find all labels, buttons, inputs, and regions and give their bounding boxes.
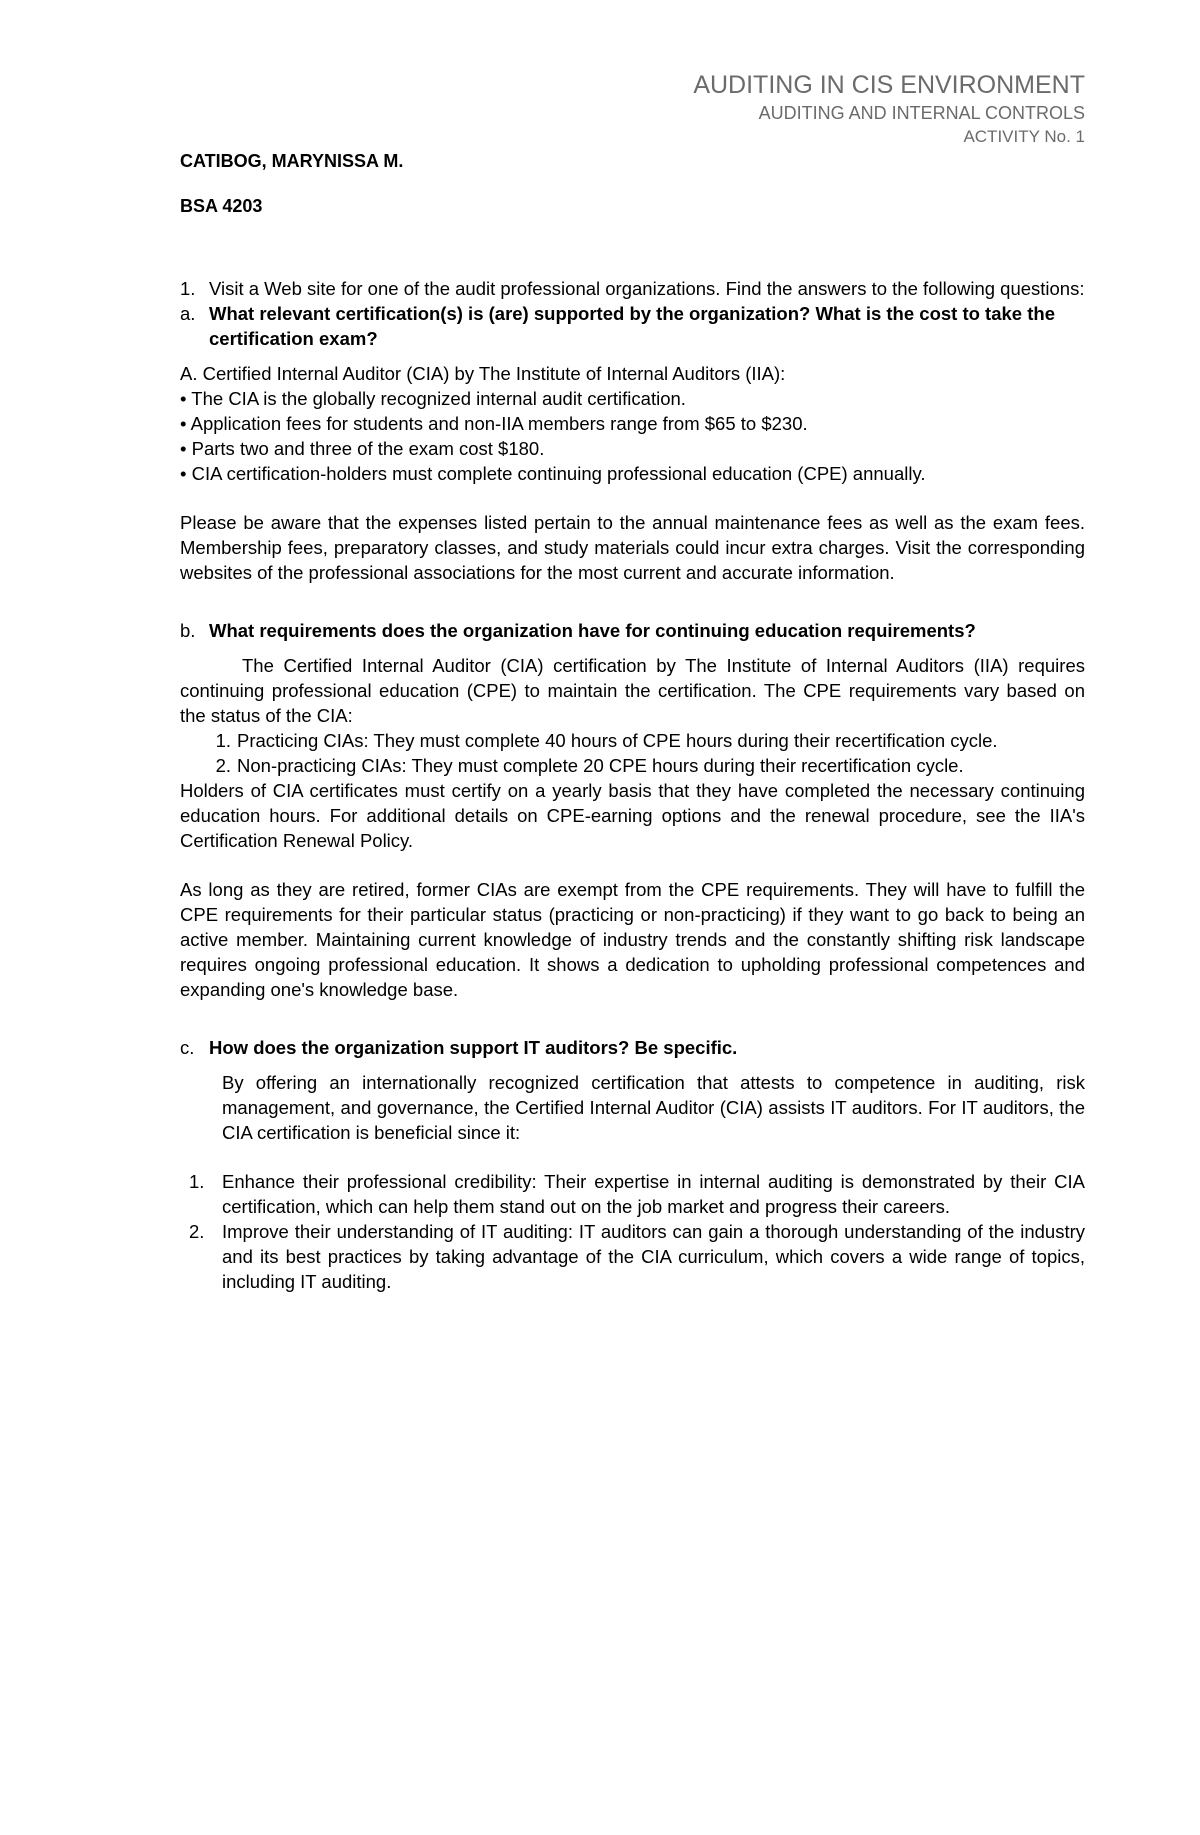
answer-b-retired: As long as they are retired, former CIAs are exempt from the CPE requirements. They will have to fulfill the CPE requirements for their particular status (practicing or non-practicing) if they want to go back to being an active member. Maintaining current knowledge of industry trends and the constantly shifting risk landscape requires ongoing professional education. It shows a dedication to upholding professional competences and expanding one's knowledge base.	[180, 879, 1085, 1000]
answer-c-item-number: 1.	[189, 1171, 205, 1192]
answer-a-bullet	[180, 411, 1085, 436]
subject-title: AUDITING AND INTERNAL CONTROLS	[758, 103, 1085, 123]
question-c-text: How does the organization support IT auditors? Be specific.	[209, 1037, 738, 1058]
answer-a-intro: Certified Internal Auditor (CIA) by The Institute of Internal Auditors (IIA):	[202, 363, 786, 384]
bullet-icon: •	[180, 388, 187, 409]
question-b-text: What requirements does the organization have for continuing education requirements?	[209, 620, 976, 641]
answer-b-after: Holders of CIA certificates must certify on a yearly basis that they have completed the necessary continuing education hours. For additional details on CPE-earning options and the renewal procedure, see the IIA's Certification Renewal Policy.	[180, 780, 1085, 851]
student-section: BSA 4203	[180, 196, 263, 216]
question-a	[180, 301, 1085, 351]
question-c-label: c.	[180, 1037, 195, 1058]
question-b-label: b.	[180, 620, 196, 641]
answer-b-item-number: 1.	[215, 730, 231, 751]
answer-c-item-text: Improve their understanding of IT auditing: IT auditors can gain a thorough understanding of the industry and its best practices by taking advantage of the CIA curriculum, which covers a wide range of topics, including IT auditing.	[222, 1221, 1085, 1292]
answer-b-item-text: Practicing CIAs: They must complete 40 hours of CPE hours during their recertification cycle.	[237, 730, 998, 751]
answer-a-bullet	[180, 386, 1085, 411]
answer-b-intro: The Certified Internal Auditor (CIA) certification by The Institute of Internal Auditors (IIA) requires continuing professional education (CPE) to maintain the certification. The CPE requirements vary based on the status of the CIA:	[180, 655, 1085, 726]
answer-c-item-text: Enhance their professional credibility: Their expertise in internal auditing is demonstrated by their CIA certification, which can help them stand out on the job market and progress their careers.	[222, 1171, 1085, 1217]
student-info	[180, 150, 403, 217]
answer-b-item-text: Non-practicing CIAs: They must complete 20 CPE hours during their recertification cycle.	[237, 755, 964, 776]
question-1-number: 1.	[180, 278, 196, 299]
answer-a-label: A.	[180, 363, 198, 384]
answer-c-item	[180, 1219, 1085, 1294]
student-name: CATIBOG, MARYNISSA M.	[180, 151, 404, 171]
bullet-icon: •	[180, 413, 187, 434]
bullet-icon: •	[180, 463, 187, 484]
course-title: AUDITING IN CIS ENVIRONMENT	[693, 71, 1085, 99]
answer-b-item-number: 2.	[215, 755, 231, 776]
answer-c-intro: By offering an internationally recognized certification that attests to competence in auditing, risk management, and governance, the Certified Internal Auditor (CIA) assists IT auditors. For IT auditors, the CIA certification is beneficial since it:	[222, 1072, 1085, 1143]
answer-a-note: Please be aware that the expenses listed pertain to the annual maintenance fees as well as the exam fees. Membership fees, preparatory classes, and study materials could incur extra charges. Visit the corresponding websites of the professional associations for the most current and accurate information.	[180, 512, 1085, 583]
answer-c-item	[180, 1169, 1085, 1219]
answer-c-list	[180, 1169, 1085, 1294]
bullet-text: Application fees for students and non-IIA members range from $65 to $230.	[190, 413, 808, 434]
answer-a-bullet	[180, 436, 1085, 461]
question-1	[180, 276, 1085, 301]
answer-a-intro-line	[180, 361, 1085, 386]
bullet-text: CIA certification-holders must complete continuing professional education (CPE) annually.	[191, 463, 926, 484]
question-b	[180, 618, 1085, 643]
question-1-text: Visit a Web site for one of the audit professional organizations. Find the answers to the following questions:	[209, 278, 1085, 299]
bullet-text: The CIA is the globally recognized internal audit certification.	[191, 388, 686, 409]
document-body	[180, 276, 1085, 1294]
answer-a-bullet	[180, 461, 1085, 486]
bullet-text: Parts two and three of the exam cost $180.	[191, 438, 545, 459]
question-a-text: What relevant certification(s) is (are) supported by the organization? What is the cost to take the certification exam?	[209, 303, 1055, 349]
document-header	[693, 70, 1085, 148]
activity-number: ACTIVITY No. 1	[963, 127, 1085, 146]
question-a-label: a.	[180, 303, 196, 324]
answer-b-item	[180, 728, 1085, 753]
bullet-icon: •	[180, 438, 187, 459]
answer-c-item-number: 2.	[189, 1221, 205, 1242]
question-c	[180, 1035, 1085, 1060]
answer-b-item	[180, 753, 1085, 778]
